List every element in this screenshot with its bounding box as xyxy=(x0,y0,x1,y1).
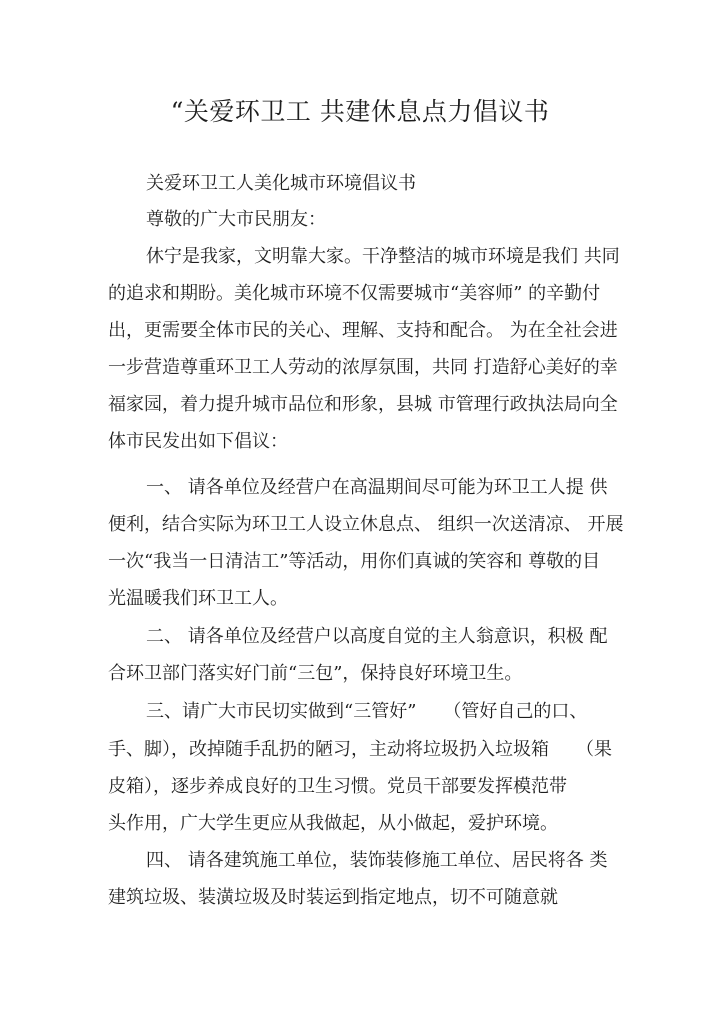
proposal-line: 二、 请各单位及经营户以高度自觉的主人翁意识，积极 配 xyxy=(146,626,608,647)
proposal-line: 光温暖我们环卫工人。 xyxy=(108,588,288,609)
proposal-line: 四、 请各建筑施工单位，装饰装修施工单位、居民将各 类 xyxy=(146,850,608,871)
paragraph-line: 休宁是我家，文明靠大家。干净整洁的城市环境是我们 共同 xyxy=(146,246,620,267)
proposal-line: 合环卫部门落实好门前“三包”，保持良好环境卫生。 xyxy=(108,663,523,684)
proposal-line: 皮箱），逐步养成良好的卫生习惯。党员干部要发挥模范带 xyxy=(108,776,567,797)
proposal-line: 便利，结合实际为环卫工人设立休息点、 组织一次送清凉、 开展 xyxy=(108,514,624,535)
paragraph-line: 的追求和期盼。美化城市环境不仅需要城市“美容师” 的辛勤付 xyxy=(108,283,601,304)
paragraph-line: 出，更需要全体市民的关心、理解、支持和配合。 为在全社会进 xyxy=(108,320,618,341)
document-title: “关爱环卫工 共建休息点力倡议书 xyxy=(170,97,550,126)
paragraph-line: 福家园，着力提升城市品位和形象，县城 市管理行政执法局向全 xyxy=(108,394,618,415)
proposal-line: 头作用，广大学生更应从我做起，从小做起，爱护环境。 xyxy=(108,813,558,834)
paragraph-line: 体市民发出如下倡议： xyxy=(108,431,288,452)
proposal-line: 手、脚），改掉随手乱扔的陋习，主动将垃圾扔入垃圾箱 （果 xyxy=(108,739,612,760)
proposal-line: 一、 请各单位及经营户在高温期间尽可能为环卫工人提 供 xyxy=(146,477,608,498)
proposal-line: 一次“我当一日清洁工”等活动，用你们真诚的笑容和 尊敬的目 xyxy=(108,551,601,572)
salutation-line: 尊敬的广大市民朋友： xyxy=(146,209,326,230)
proposal-line: 建筑垃圾、装潢垃圾及时装运到指定地点，切不可随意就 xyxy=(108,887,558,908)
subtitle-line: 关爱环卫工人美化城市环境倡议书 xyxy=(146,173,416,194)
proposal-line: 三、请广大市民切实做到“三管好” （管好自己的口、 xyxy=(146,701,588,722)
paragraph-line: 一步营造尊重环卫工人劳动的浓厚氛围，共同 打造舒心美好的幸 xyxy=(108,357,618,378)
